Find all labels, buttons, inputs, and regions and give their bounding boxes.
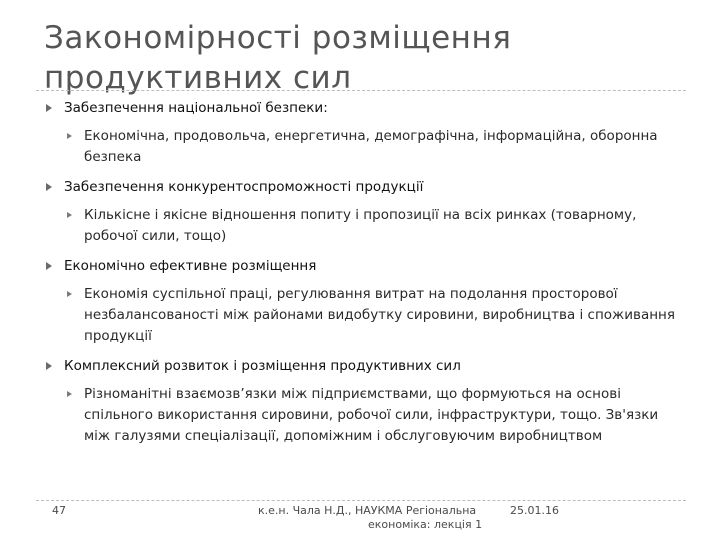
footer-author	[258, 504, 508, 532]
sub-bullet-text: Економічна, продовольча, енергетична, демографічна, інформаційна, оборонна безпека	[84, 128, 658, 165]
slide-title: Закономірності розміщення продуктивних сил	[44, 20, 512, 96]
triangle-bullet-icon	[67, 212, 72, 218]
triangle-bullet-icon	[67, 291, 72, 297]
sub-bullet-item	[64, 284, 684, 347]
bullet-text: Комплексний розвиток і розміщення продуктивних сил	[64, 358, 461, 374]
bullet-item	[44, 256, 684, 277]
triangle-bullet-icon	[46, 104, 52, 112]
triangle-bullet-icon	[46, 362, 52, 370]
slide-body	[44, 98, 684, 456]
bullet-item	[44, 356, 684, 377]
bullet-text: Економічно ефективне розміщення	[64, 258, 317, 274]
footer-divider	[36, 500, 686, 501]
triangle-bullet-icon	[46, 262, 52, 270]
footer-date: 25.01.16	[510, 504, 559, 517]
bullet-item	[44, 98, 684, 119]
triangle-bullet-icon	[46, 183, 52, 191]
triangle-bullet-icon	[67, 133, 72, 139]
sub-bullet-text: Кількісне і якісне відношення попиту і пропозиції на всіх ринках (товарному, робочої сили, тощо)	[84, 207, 637, 244]
triangle-bullet-icon	[67, 391, 72, 397]
footer-author-line: к.е.н. Чала Н.Д., НАУКМА Регіональна	[258, 504, 477, 517]
sub-bullet-text: Економія суспільної праці, регулювання витрат на подолання просторової незбалансованості між районами видобутку сировини, виробництва і споживання продукції	[84, 286, 675, 344]
sub-bullet-item	[64, 205, 684, 247]
page-number: 47	[52, 504, 66, 517]
sub-bullet-text: Різноманітні взаємозв’язки між підприємствами, що формуються на основі спільного використання сировини, робочої сили, інфраструктури, тощо. Зв'язки між галузями спеціалізації, допоміжним і обслуговуючим виробництвом	[84, 386, 659, 444]
bullet-item	[44, 177, 684, 198]
title-divider	[36, 90, 686, 91]
footer-author-line: економіка: лекція 1	[368, 518, 483, 531]
sub-bullet-item	[64, 384, 684, 447]
sub-bullet-item	[64, 126, 684, 168]
bullet-text: Забезпечення конкурентоспроможності продукції	[64, 179, 424, 195]
bullet-text: Забезпечення національної безпеки:	[64, 100, 328, 116]
